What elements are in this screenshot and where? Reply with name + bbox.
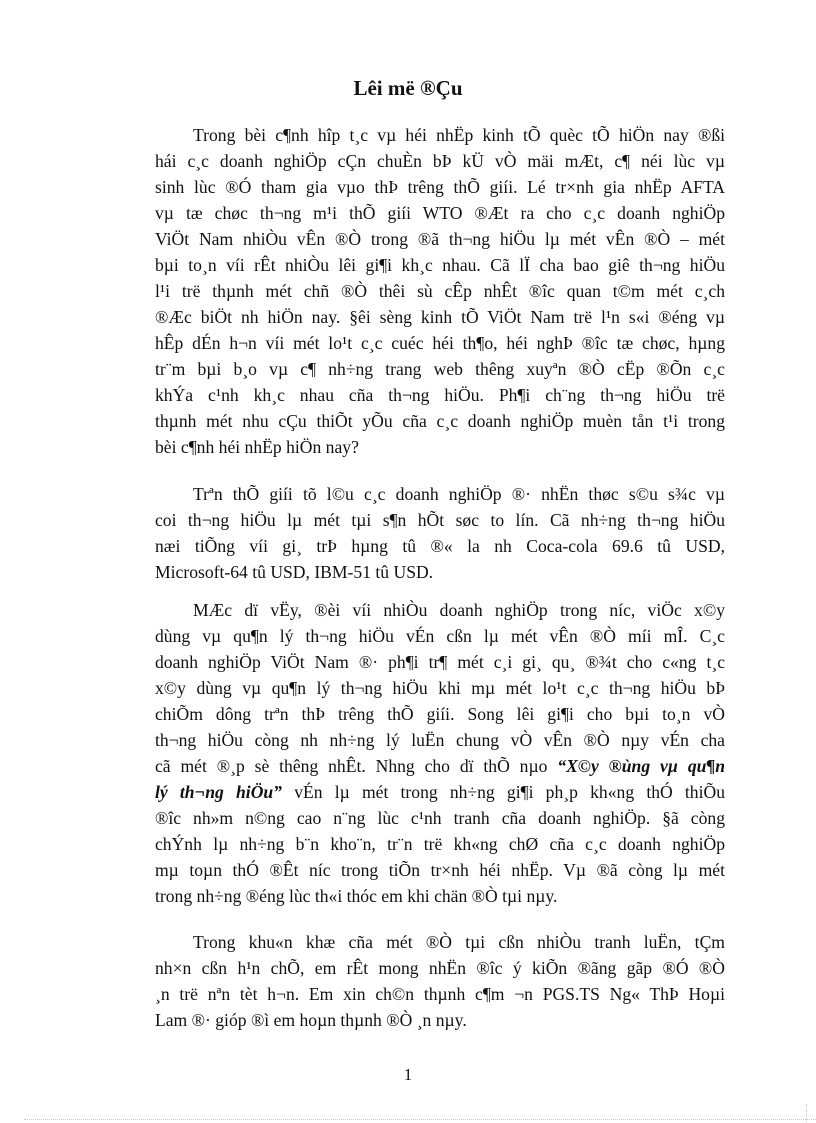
paragraph-line [155, 779, 725, 805]
paragraph-line: khÝa c¹nh kh¸c nhau cña th¬ng hiÖu. Ph¶i ch¨ng th¬ng hiÖu trë [155, 385, 725, 405]
paragraph-line: ¸n trë nªn tèt h¬n. Em xin ch©n thµnh c¶m ¬n PGS.TS Ng« ThÞ Hoµi [155, 984, 725, 1004]
paragraph-line: dùng vµ qu¶n lý th¬ng hiÖu vÉn cßn lµ mét vÊn ®Ò míi mÎ. C¸c [155, 626, 725, 646]
paragraph-line-text: cã mét ®¸p sè thêng nhÊt. Nhng cho dï thÕ nµo [155, 756, 558, 776]
paragraph-line: Trong bèi c¶nh hîp t¸c vµ héi nhËp kinh tÕ quèc tÕ hiÖn nay ®ßi [193, 125, 725, 145]
paragraph-line: Lam ®· gióp ®ì em hoµn thµnh ®Ò ¸n nµy. [155, 1010, 467, 1030]
emphasized-phrase: “X©y ®ùng vµ qu¶n [557, 756, 725, 776]
paragraph-line [155, 753, 725, 779]
paragraph-line: l¹i trë thµnh mét chñ ®Ò thêi sù cÊp nhÊt ®îc quan t©m mét c¸ch [155, 281, 725, 301]
emphasized-phrase: lý th¬ng hiÖu” [155, 782, 282, 802]
paragraph-line: tr¨m bµi b¸o vµ c¶ nh÷ng trang web thêng xuyªn ®Ò cËp ®Õn c¸c [155, 359, 725, 379]
paragraph-line-text: vÉn lµ mét trong nh÷ng gi¶i ph¸p kh«ng thÓ thiÕu [281, 782, 725, 802]
paragraph-2 [155, 481, 725, 585]
paragraph-line: ViÖt Nam nhiÒu vÊn ®Ò trong ®ã th¬ng hiÖu lµ mét vÊn ®Ò – mét [155, 229, 725, 249]
paragraph-line: hái c¸c doanh nghiÖp cÇn chuÈn bÞ kÜ vÒ mäi mÆt, c¶ néi lùc vµ [155, 151, 725, 171]
paragraph-line: chiÕm dông trªn thÞ trêng thÕ giíi. Song lêi gi¶i cho bµi to¸n vÒ [155, 704, 725, 724]
paragraph-line: hÊp dÉn h¬n víi mét lo¹t c¸c cuéc héi th¶o, héi nghÞ ®îc tæ chøc, hµng [155, 333, 725, 353]
page-bottom-divider [24, 1119, 816, 1120]
paragraph-line: ®Æc biÖt nh hiÖn nay. §êi sèng kinh tÕ ViÖt Nam trë l¹n s«i ®éng vµ [155, 307, 725, 327]
paragraph-line: bµi to¸n víi rÊt nhiÒu lêi gi¶i kh¸c nhau. Cã lÏ cha bao giê th¬ng hiÖu [155, 255, 725, 275]
paragraph-line: chÝnh lµ nh÷ng b¨n kho¨n, tr¨n trë kh«ng chØ cña c¸c doanh nghiÖp [155, 834, 725, 854]
paragraph-line: MÆc dï vËy, ®èi víi nhiÒu doanh nghiÖp trong níc, viÖc x©y [193, 600, 725, 620]
paragraph-4 [155, 929, 725, 1033]
paragraph-line: bèi c¶nh héi nhËp hiÖn nay? [155, 437, 359, 457]
paragraph-1 [155, 122, 725, 460]
paragraph-line: mµ toµn thÓ ®Êt níc trong tiÕn tr×nh héi nhËp. Vµ ®ã còng lµ mét [155, 860, 725, 880]
paragraph-line: Trong khu«n khæ cña mét ®Ò tµi cßn nhiÒu tranh luËn, tÇm [193, 932, 725, 952]
paragraph-line: trong nh÷ng ®éng lùc th«i thóc em khi chän ®Ò tµi nµy. [155, 886, 558, 906]
paragraph-line: doanh nghiÖp ViÖt Nam ®· ph¶i tr¶ mét c¸i gi¸ qu¸ ®¾t cho c«ng t¸c [155, 652, 725, 672]
paragraph-line: sinh lùc ®Ó tham gia vµo thÞ trêng thÕ giíi. Lé tr×nh gia nhËp AFTA [155, 177, 725, 197]
paragraph-3 [155, 597, 725, 909]
page-number: 1 [403, 1065, 413, 1084]
paragraph-line: ®îc nh»m n©ng cao n¨ng lùc c¹nh tranh cña doanh nghiÖp. §ã còng [155, 808, 725, 828]
page-corner-mark [806, 1104, 816, 1122]
paragraph-line: Trªn thÕ giíi tõ l©u c¸c doanh nghiÖp ®· nhËn thøc s©u s¾c vµ [193, 484, 725, 504]
paragraph-line: nh×n cßn h¹n chÕ, em rÊt mong nhËn ®îc ý kiÕn ®ãng gãp ®Ó ®Ò [155, 958, 725, 978]
paragraph-line: coi th¬ng hiÖu lµ mét tµi s¶n hÕt søc to lín. Cã nh÷ng th¬ng hiÖu [155, 510, 725, 530]
paragraph-line: vµ tæ chøc th¬ng m¹i thÕ giíi WTO ®Æt ra cho c¸c doanh nghiÖp [155, 203, 725, 223]
paragraph-line: x©y dùng vµ qu¶n lý th¬ng hiÖu khi mµ mét lo¹t c¸c th¬ng hiÖu bÞ [155, 678, 725, 698]
paragraph-line: næi tiÕng víi gi¸ trÞ hµng tû ®« la nh Coca-cola 69.6 tû USD, [155, 536, 725, 556]
page-title: Lêi më ®Çu [353, 76, 463, 100]
paragraph-line: Microsoft-64 tû USD, IBM-51 tû USD. [155, 562, 434, 582]
paragraph-line: th¬ng hiÖu còng nh nh÷ng lý luËn chung vÒ vÊn ®Ò nµy vÉn cha [155, 730, 725, 750]
paragraph-line: thµnh mét nhu cÇu thiÕt yÕu cña c¸c doanh nghiÖp muèn tån t¹i trong [155, 411, 725, 431]
